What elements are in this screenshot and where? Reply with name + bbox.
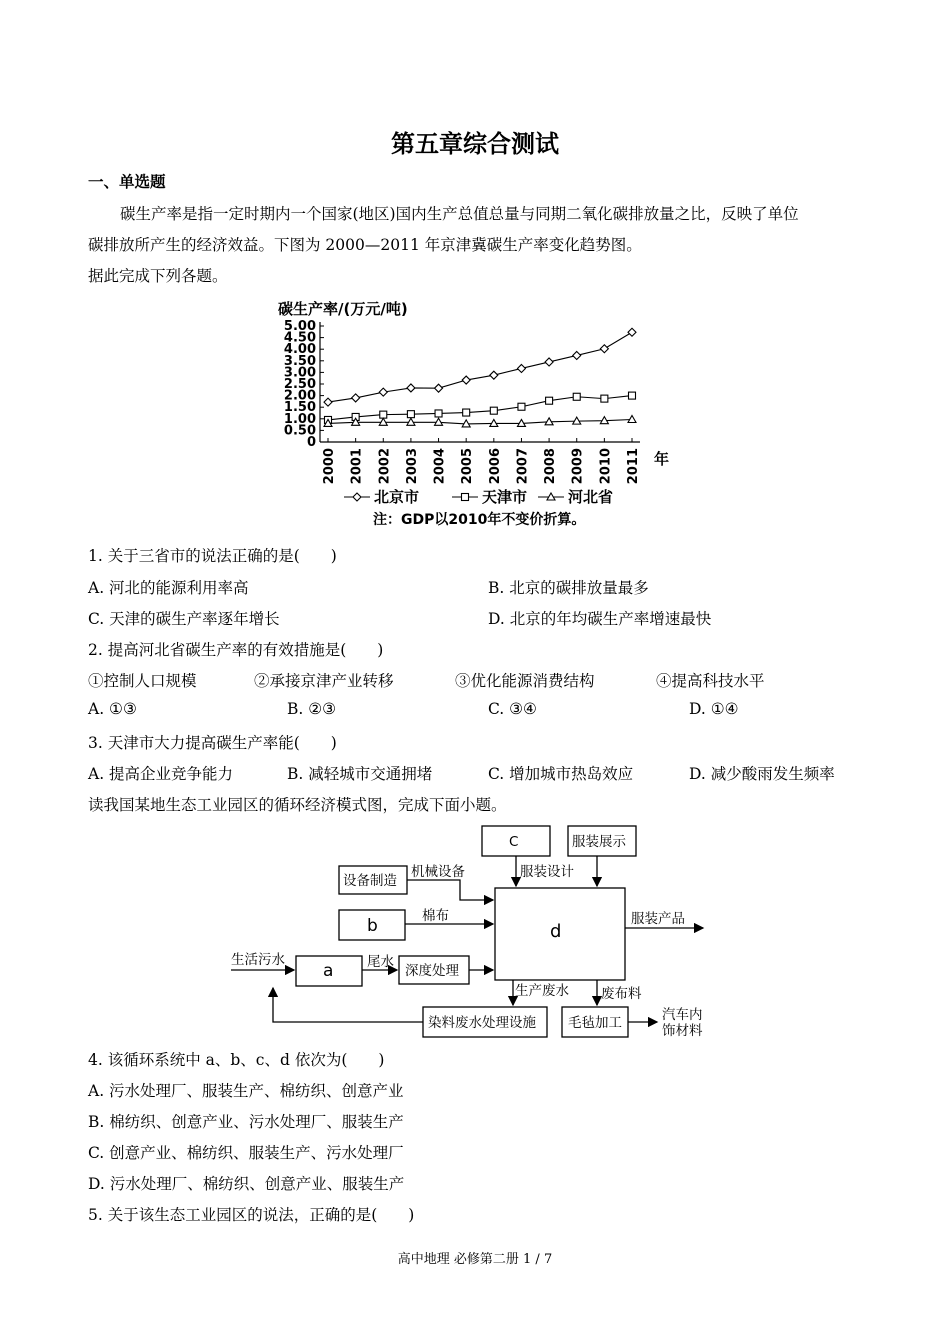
carbon-productivity-chart	[270, 292, 690, 537]
series-3-point	[628, 415, 636, 422]
label-machinery: 机械设备	[411, 864, 465, 880]
x-tick-label: 2009	[570, 448, 586, 485]
y-tick-label: 4.50	[283, 330, 316, 346]
label-cloth: 棉布	[422, 908, 449, 924]
label-a: a	[323, 961, 334, 981]
x-tick-label: 2000	[322, 448, 337, 485]
q2-stem: 2. 提高河北省碳生产率的有效措施是( )	[88, 641, 384, 659]
series-1-point	[490, 371, 498, 379]
label-sewage: 生活污水	[231, 952, 285, 968]
x-tick-label: 2008	[543, 448, 559, 485]
q3-stem: 3. 天津市大力提高碳生产率能( )	[88, 734, 337, 752]
section-heading: 一、单选题	[88, 173, 166, 191]
q4-stem: 4. 该循环系统中 a、b、c、d 依次为( )	[88, 1051, 385, 1069]
x-tick-label: 2011	[626, 448, 641, 485]
legend-label-1: 北京市	[374, 488, 420, 506]
y-tick-label: 4.00	[283, 342, 316, 358]
series-1-point	[573, 351, 581, 359]
y-tick-label: 2.50	[283, 377, 316, 392]
y-tick-label: 3.50	[283, 353, 316, 369]
q2-option-a[interactable]: A. ①③	[88, 700, 137, 718]
series-2-point	[546, 397, 553, 404]
chart-xlabel: 年	[654, 450, 670, 468]
series-1-point	[600, 345, 608, 353]
intro-line-2: 碳排放所产生的经济效益。下图为 2000—2011 年京津冀碳生产率变化趋势图。	[88, 236, 642, 254]
legend-label-2: 天津市	[482, 488, 528, 506]
series-2-point	[380, 411, 387, 418]
label-car-1: 汽车内	[662, 1007, 703, 1023]
page-footer: 高中地理 必修第二册 1 / 7	[397, 1252, 553, 1267]
series-2-point	[573, 393, 580, 400]
page-title: 第五章综合测试	[391, 130, 559, 158]
q1-option-a[interactable]: A. 河北的能源利用率高	[88, 579, 249, 597]
label-prod-waste: 生产废水	[515, 983, 569, 999]
y-tick-label: 1.00	[283, 411, 316, 427]
x-tick-label: 2007	[515, 448, 531, 485]
label-car-2: 饰材料	[662, 1023, 703, 1039]
q1-option-d[interactable]: D. 北京的年均碳生产率增速最快	[488, 610, 712, 628]
series-1-point	[628, 328, 636, 336]
series-1-point	[407, 384, 415, 392]
legend-marker-2	[462, 494, 469, 501]
q4-option-a[interactable]: A. 污水处理厂、服装生产、棉纺织、创意产业	[88, 1082, 404, 1100]
q2-item-4: ④提高科技水平	[656, 672, 765, 690]
q3-option-b[interactable]: B. 减轻城市交通拥堵	[287, 765, 433, 783]
label-c: C	[509, 834, 519, 850]
y-tick-label: 1.50	[283, 400, 316, 416]
label-fashion-design: 服装设计	[520, 864, 574, 880]
q1-option-b[interactable]: B. 北京的碳排放量最多	[488, 579, 649, 597]
intro-line-3: 据此完成下列各题。	[88, 267, 228, 285]
series-2-point	[490, 407, 497, 414]
label-tail-water: 尾水	[367, 954, 394, 970]
q2-item-1: ①控制人口规模	[88, 672, 197, 690]
series-1-point	[545, 358, 553, 366]
label-fashion-show: 服装展示	[572, 834, 626, 850]
q2-item-3: ③优化能源消费结构	[455, 672, 595, 690]
q1-stem: 1. 关于三省市的说法正确的是( )	[88, 547, 337, 565]
legend-marker-1	[353, 493, 361, 501]
label-d: d	[550, 921, 562, 942]
legend-label-3: 河北省	[568, 488, 614, 506]
label-garment: 服装产品	[631, 911, 685, 927]
series-2-point	[601, 395, 608, 402]
series-2-point	[435, 410, 442, 417]
y-tick-label: 5.00	[283, 319, 316, 334]
series-line-3	[328, 419, 632, 423]
q3-option-c[interactable]: C. 增加城市热岛效应	[488, 765, 634, 783]
intro-2: 读我国某地生态工业园区的循环经济模式图，完成下面小题。	[88, 796, 507, 814]
series-1-point	[462, 376, 470, 384]
intro-line-1: 碳生产率是指一定时期内一个国家(地区)国内生产总值总量与同期二氧化碳排放量之比，反映了单位	[120, 205, 799, 223]
label-equip-mfg: 设备制造	[343, 873, 397, 889]
series-line-2	[328, 396, 632, 420]
x-tick-label: 2004	[432, 448, 448, 485]
y-tick-label: 0	[306, 435, 316, 450]
series-2-point	[518, 403, 525, 410]
series-2-point	[407, 411, 414, 418]
x-tick-label: 2010	[598, 448, 614, 485]
x-tick-label: 2001	[349, 448, 365, 485]
y-tick-label: 3.00	[283, 365, 316, 381]
q2-option-c[interactable]: C. ③④	[488, 700, 537, 718]
series-2-point	[463, 409, 470, 416]
q5-stem: 5. 关于该生态工业园区的说法，正确的是( )	[88, 1206, 415, 1224]
series-line-1	[328, 332, 632, 402]
series-1-point	[517, 364, 525, 372]
y-tick-label: 0.50	[283, 423, 316, 439]
q3-option-a[interactable]: A. 提高企业竞争能力	[88, 765, 234, 783]
x-tick-label: 2005	[460, 448, 476, 485]
x-tick-label: 2006	[487, 448, 503, 485]
chart-ylabel: 碳生产率/(万元/吨)	[278, 300, 408, 318]
series-1-point	[324, 398, 332, 406]
q3-option-d[interactable]: D. 减少酸雨发生频率	[689, 765, 835, 783]
q2-option-d[interactable]: D. ①④	[689, 700, 739, 718]
series-1-point	[352, 394, 360, 402]
label-b: b	[367, 916, 378, 936]
q4-option-c[interactable]: C. 创意产业、棉纺织、服装生产、污水处理厂	[88, 1144, 404, 1162]
label-scrap: 废布料	[601, 986, 642, 1002]
q2-option-b[interactable]: B. ②③	[287, 700, 337, 718]
series-1-point	[435, 384, 443, 392]
label-dye-facility: 染料废水处理设施	[428, 1015, 536, 1031]
y-tick-label: 2.00	[283, 388, 316, 404]
chart-note: 注：GDP以2010年不变价折算。	[373, 512, 586, 528]
label-deep-treat: 深度处理	[405, 963, 459, 979]
q4-option-d[interactable]: D. 污水处理厂、棉纺织、创意产业、服装生产	[88, 1175, 405, 1193]
x-tick-label: 2002	[377, 448, 393, 485]
q4-option-b[interactable]: B. 棉纺织、创意产业、污水处理厂、服装生产	[88, 1113, 404, 1131]
series-1-point	[379, 388, 387, 396]
q2-item-2: ②承接京津产业转移	[254, 672, 394, 690]
series-2-point	[629, 392, 636, 399]
x-tick-label: 2003	[404, 448, 420, 485]
circular-economy-diagram	[225, 820, 715, 1045]
q1-option-c[interactable]: C. 天津的碳生产率逐年增长	[88, 610, 280, 628]
label-felt: 毛毡加工	[568, 1015, 622, 1031]
